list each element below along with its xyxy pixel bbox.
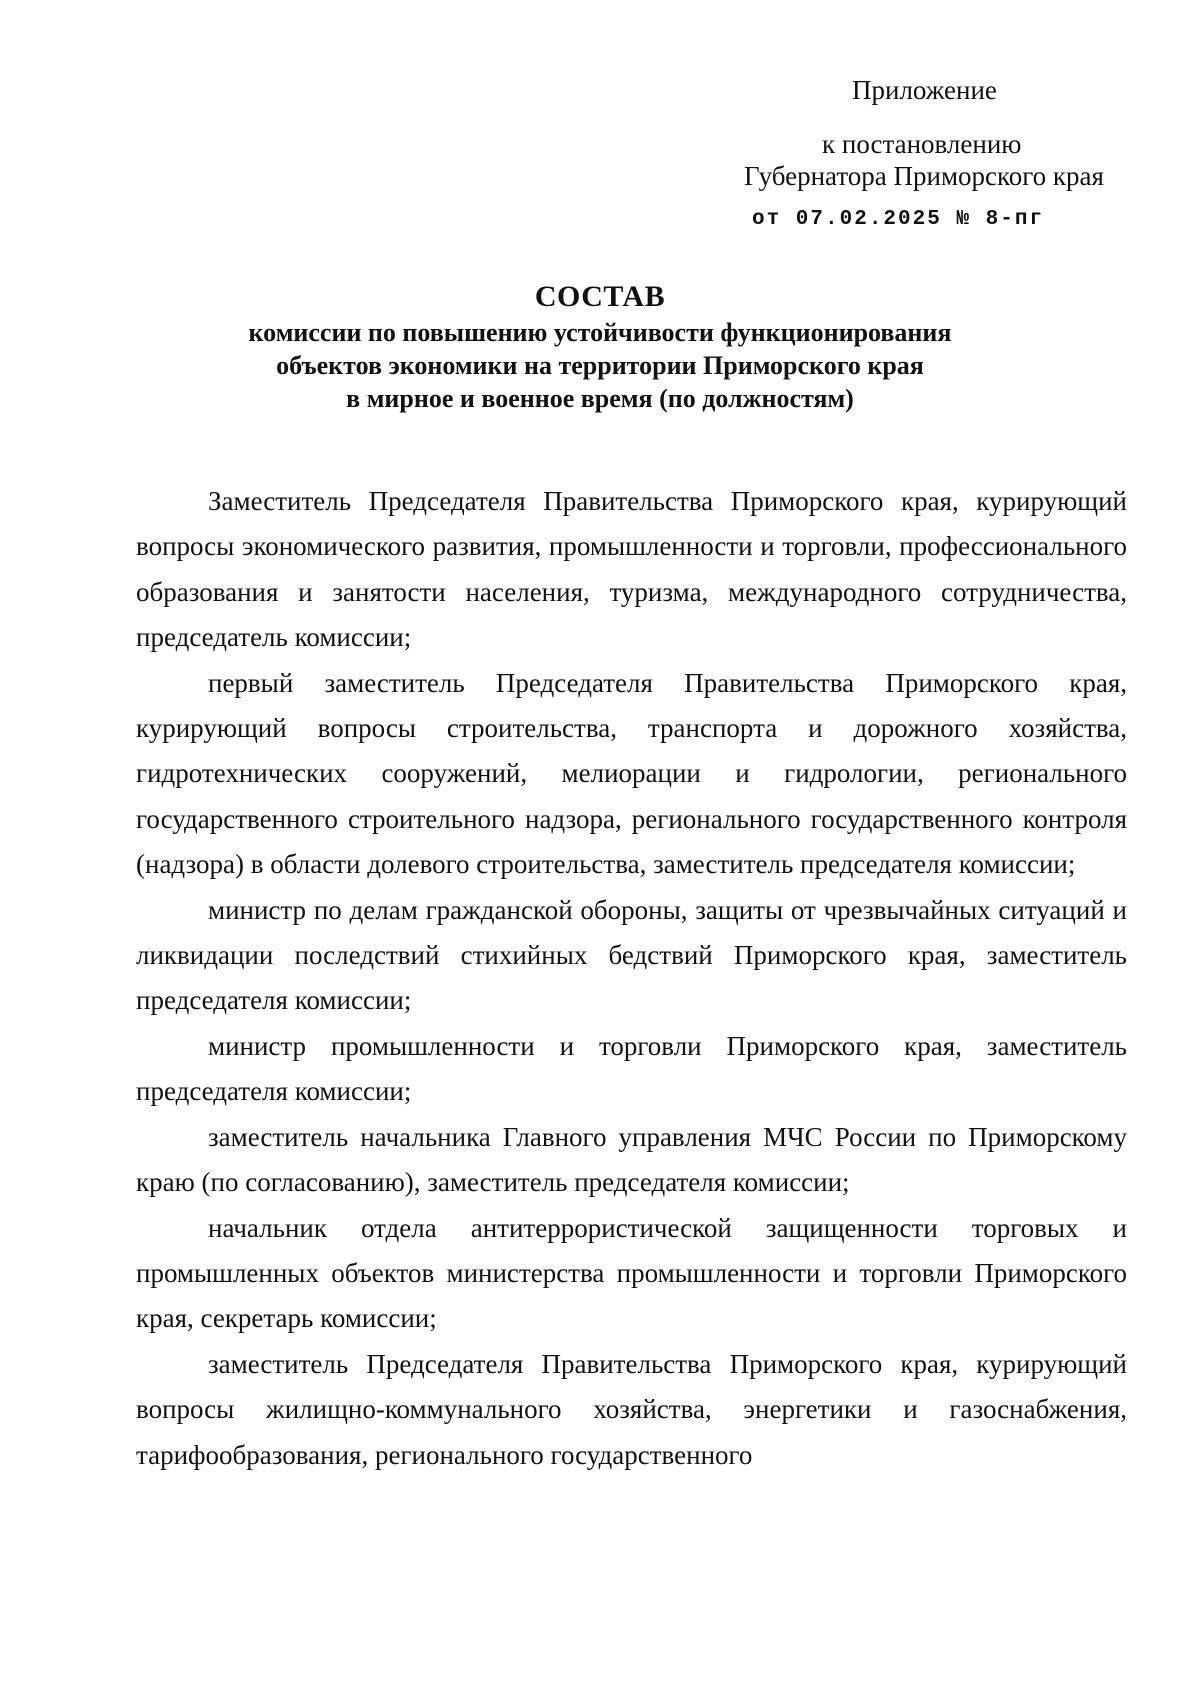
appendix-date-number: от 07.02.2025 № 8-пг	[752, 208, 1045, 231]
member-paragraph: министр по делам гражданской обороны, защиты от чрезвычайных ситуаций и ликвидации последствий стихийных бедствий Приморского края, заместитель председателя комиссии;	[136, 894, 1127, 1016]
appendix-label: Приложение	[852, 75, 997, 105]
appendix-resolution-ref: к постановлению	[822, 129, 1022, 159]
member-paragraph: министр промышленности и торговли Приморского края, заместитель председателя комиссии;	[136, 1030, 1127, 1107]
member-paragraph: Заместитель Председателя Правительства Приморского края, курирующий вопросы экономического развития, промышленности и торговли, профессионального образования и занятости населения, туризма, международного сотрудничества, председатель комиссии;	[136, 486, 1127, 653]
member-paragraph: начальник отдела антитеррористической защищенности торговых и промышленных объектов министерства промышленности и торговли Приморского края, секретарь комиссии;	[136, 1212, 1127, 1334]
commission-members-list	[136, 479, 1127, 1478]
member-paragraph: заместитель начальника Главного управления МЧС России по Приморскому краю (по согласованию), заместитель председателя комиссии;	[136, 1121, 1127, 1198]
title-line-1: комиссии по повышению устойчивости функционирования	[248, 318, 952, 347]
member-paragraph: первый заместитель Председателя Правительства Приморского края, курирующий вопросы строительства, транспорта и дорожного хозяйства, гидротехнических сооружений, мелиорации и гидрологии, регионального государственного строительного надзора, регионального государственного контроля (надзора) в области долевого строительства, заместитель председателя комиссии;	[136, 667, 1127, 880]
title-line-3: в мирное и военное время (по должностям)	[346, 384, 854, 413]
title-line-2: объектов экономики на территории Приморского края	[276, 351, 924, 380]
title-main: СОСТАВ	[534, 280, 666, 313]
document-title	[120, 278, 1080, 415]
appendix-authority: Губернатора Приморского края	[744, 161, 1104, 191]
member-paragraph: заместитель Председателя Правительства Приморского края, курирующий вопросы жилищно-коммунального хозяйства, энергетики и газоснабжения, тарифообразования, регионального государственного	[136, 1348, 1127, 1470]
